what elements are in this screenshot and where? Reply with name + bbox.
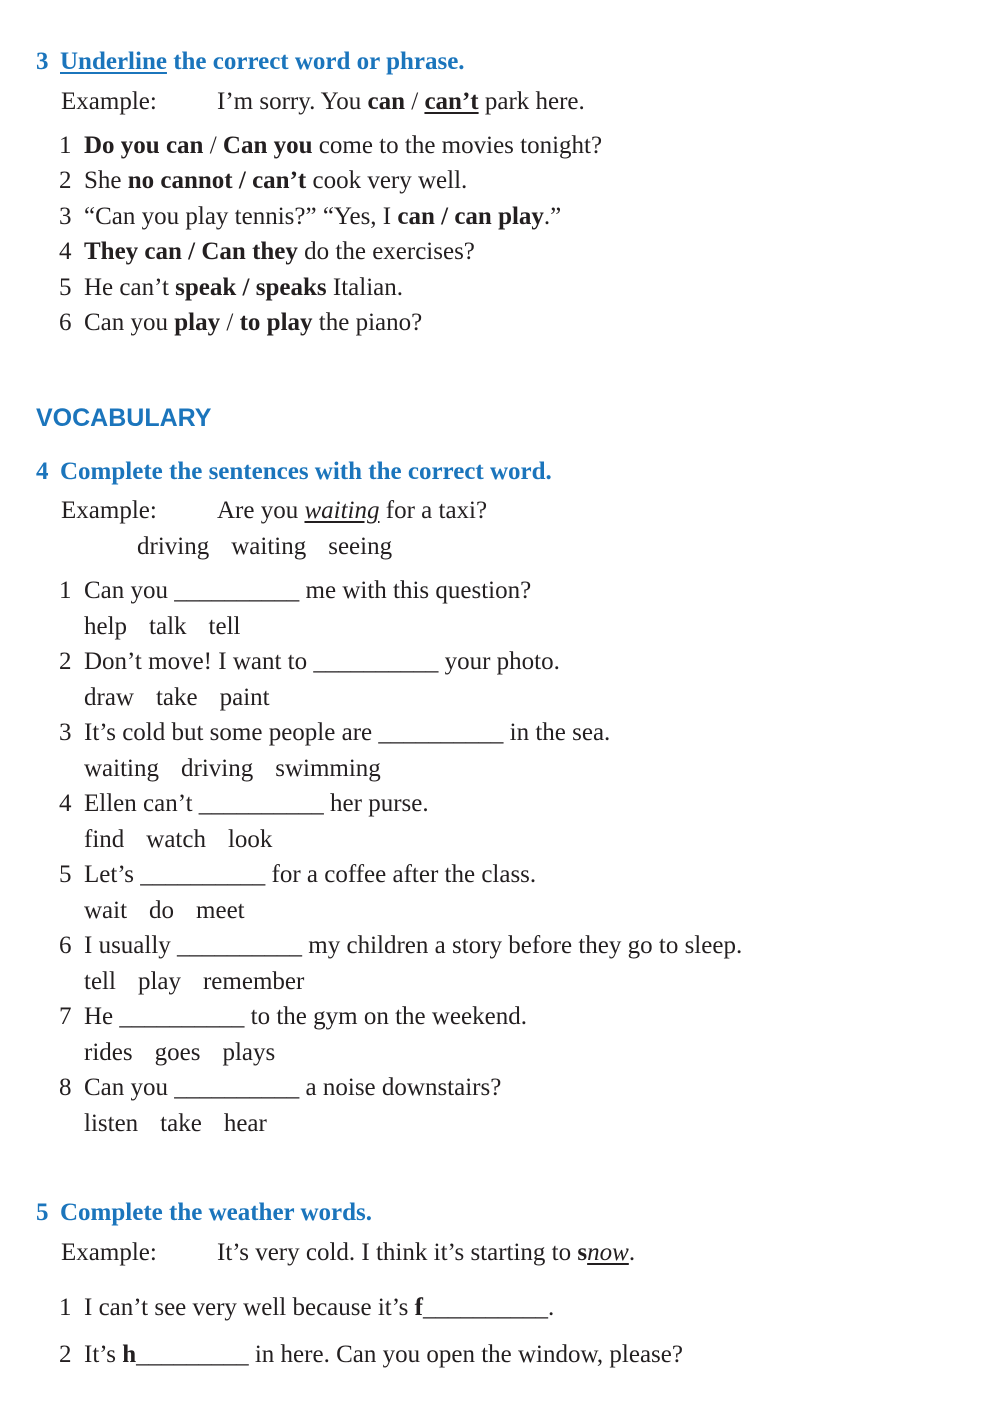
example-text: Are you	[217, 497, 305, 524]
item-number: 3	[59, 203, 72, 230]
option-separator: /	[220, 309, 240, 336]
example-answer: waiting	[304, 497, 380, 524]
option-separator: /	[404, 88, 425, 115]
exercise-3-item	[59, 309, 422, 337]
word-option: plays	[222, 1039, 276, 1066]
options[interactable]: no cannot / can’t	[127, 167, 307, 194]
answer-blank[interactable]: __________	[177, 932, 303, 959]
item-number: 8	[59, 1074, 72, 1101]
word-option: waiting	[84, 755, 159, 782]
item-text: Can you	[84, 1074, 175, 1101]
word-option: help	[84, 613, 128, 640]
exercise-number: 3	[36, 48, 49, 75]
word-option: seeing	[328, 533, 393, 560]
given-letter: f	[414, 1294, 423, 1321]
options[interactable]: They can / Can they	[84, 238, 298, 265]
word-option: driving	[181, 755, 254, 782]
answer-blank[interactable]: _________	[136, 1341, 249, 1368]
item-number: 7	[59, 1003, 72, 1030]
exercise-3-item	[59, 238, 475, 266]
item-text: She	[84, 167, 128, 194]
exercise-5-item	[59, 1294, 554, 1322]
word-options	[84, 755, 403, 783]
word-option: tell	[84, 968, 116, 995]
item-number: 2	[59, 648, 72, 675]
answer-blank[interactable]: __________	[313, 648, 439, 675]
option-b[interactable]: to play	[239, 309, 313, 336]
word-options	[84, 613, 262, 641]
answer-blank[interactable]: __________	[422, 1294, 548, 1321]
given-letter: s	[577, 1239, 588, 1266]
word-option: do	[149, 897, 175, 924]
item-text: It’s cold but some people are	[84, 719, 379, 746]
item-text: Italian.	[326, 274, 403, 301]
item-number: 2	[59, 1341, 72, 1368]
item-number: 1	[59, 1294, 72, 1321]
item-text: Ellen can’t	[84, 790, 199, 817]
item-text: Can you	[84, 577, 175, 604]
exercise-4-example	[61, 497, 487, 525]
word-options	[84, 1039, 297, 1067]
title-text: Complete the weather words.	[60, 1199, 372, 1226]
item-number: 3	[59, 719, 72, 746]
answer-blank[interactable]: __________	[198, 790, 324, 817]
word-option: paint	[219, 684, 270, 711]
word-option: listen	[84, 1110, 139, 1137]
word-option: play	[137, 968, 181, 995]
item-text: your photo.	[438, 648, 560, 675]
word-option: look	[227, 826, 273, 853]
word-option: driving	[137, 533, 210, 560]
item-text: I can’t see very well because it’s	[84, 1294, 415, 1321]
item-text: He can’t	[84, 274, 176, 301]
item-text: cook very well.	[306, 167, 468, 194]
word-option: take	[155, 684, 198, 711]
word-option: draw	[84, 684, 134, 711]
item-text: her purse.	[323, 790, 429, 817]
word-option: tell	[208, 613, 241, 640]
options[interactable]: speak / speaks	[175, 274, 327, 301]
item-number: 1	[59, 132, 72, 159]
example-text: for a taxi?	[379, 497, 488, 524]
word-option: hear	[223, 1110, 267, 1137]
exercise-4-item	[59, 861, 536, 889]
word-option: talk	[149, 613, 187, 640]
answer-blank[interactable]: __________	[174, 1074, 300, 1101]
item-text: Don’t move! I want to	[84, 648, 314, 675]
example-label: Example:	[61, 88, 157, 115]
answer-blank[interactable]: __________	[378, 719, 504, 746]
item-number: 5	[59, 274, 72, 301]
example-answer: now	[587, 1239, 629, 1266]
title-text: Complete the sentences with the correct word.	[60, 458, 552, 485]
item-text: a noise downstairs?	[299, 1074, 502, 1101]
word-options	[84, 968, 326, 996]
word-options	[84, 897, 267, 925]
exercise-3-title	[36, 48, 465, 76]
item-text: .”	[543, 203, 562, 230]
item-number: 4	[59, 790, 72, 817]
item-number: 6	[59, 932, 72, 959]
options[interactable]: can / can play	[397, 203, 544, 230]
word-option: take	[160, 1110, 202, 1137]
word-option: remember	[202, 968, 305, 995]
exercise-4-item	[59, 719, 610, 747]
given-letter: h	[122, 1341, 137, 1368]
item-text: I usually	[84, 932, 178, 959]
section-heading: VOCABULARY	[36, 404, 212, 432]
item-text: .	[547, 1294, 555, 1321]
exercise-3-item	[59, 274, 403, 302]
exercise-5-item	[59, 1341, 683, 1369]
item-number: 4	[59, 238, 72, 265]
item-text: in the sea.	[503, 719, 611, 746]
answer-blank[interactable]: __________	[174, 577, 300, 604]
item-number: 5	[59, 861, 72, 888]
word-option: wait	[84, 897, 128, 924]
exercise-3-item	[59, 132, 602, 160]
item-text: “Can you play tennis?” “Yes, I	[84, 203, 398, 230]
exercise-4-item	[59, 1003, 527, 1031]
example-text: park here.	[478, 88, 585, 115]
option-separator: /	[203, 132, 223, 159]
word-option: rides	[84, 1039, 133, 1066]
example-answer: can’t	[424, 88, 479, 115]
word-option: meet	[196, 897, 245, 924]
example-text: It’s very cold. I think it’s starting to	[217, 1239, 578, 1266]
word-option: find	[84, 826, 125, 853]
item-text: Can you	[84, 309, 175, 336]
answer-blank[interactable]: __________	[119, 1003, 245, 1030]
item-text: It’s	[84, 1341, 123, 1368]
item-text: come to the movies tonight?	[312, 132, 603, 159]
word-option: goes	[154, 1039, 201, 1066]
exercise-number: 4	[36, 458, 49, 485]
item-text: to the gym on the weekend.	[244, 1003, 527, 1030]
word-options	[84, 826, 294, 854]
example-label: Example:	[61, 1239, 157, 1266]
item-text: in here. Can you open the window, please?	[248, 1341, 683, 1368]
exercise-number: 5	[36, 1199, 49, 1226]
example-text: I’m sorry. You	[217, 88, 368, 115]
item-text: me with this question?	[299, 577, 532, 604]
exercise-5-title	[36, 1199, 372, 1227]
exercise-3-item	[59, 167, 467, 195]
exercise-5-example	[61, 1239, 635, 1267]
exercise-3-example	[61, 88, 585, 116]
item-text: Let’s	[84, 861, 141, 888]
exercise-4-item	[59, 577, 531, 605]
exercise-4-item	[59, 932, 742, 960]
answer-blank[interactable]: __________	[140, 861, 266, 888]
exercise-4-title	[36, 458, 552, 486]
example-option: can	[367, 88, 405, 115]
word-options	[84, 1110, 289, 1138]
example-options	[137, 533, 414, 561]
example-text: .	[628, 1239, 636, 1266]
word-option: watch	[146, 826, 206, 853]
item-text: do the exercises?	[297, 238, 475, 265]
word-options	[84, 684, 292, 712]
item-number: 1	[59, 577, 72, 604]
option-a[interactable]: play	[174, 309, 221, 336]
exercise-3-item	[59, 203, 561, 231]
word-option: swimming	[275, 755, 381, 782]
item-number: 2	[59, 167, 72, 194]
title-underlined-word: Underline	[60, 48, 167, 75]
example-label: Example:	[61, 497, 157, 524]
item-number: 6	[59, 309, 72, 336]
exercise-4-item	[59, 1074, 501, 1102]
item-text: the piano?	[312, 309, 423, 336]
item-text: for a coffee after the class.	[265, 861, 537, 888]
title-text: the correct word or phrase.	[166, 48, 465, 75]
exercise-4-item	[59, 648, 560, 676]
item-text: my children a story before they go to sleep.	[302, 932, 743, 959]
option-a[interactable]: Do you can	[84, 132, 204, 159]
item-text: He	[84, 1003, 120, 1030]
option-b[interactable]: Can you	[222, 132, 313, 159]
word-option: waiting	[231, 533, 307, 560]
exercise-4-item	[59, 790, 429, 818]
